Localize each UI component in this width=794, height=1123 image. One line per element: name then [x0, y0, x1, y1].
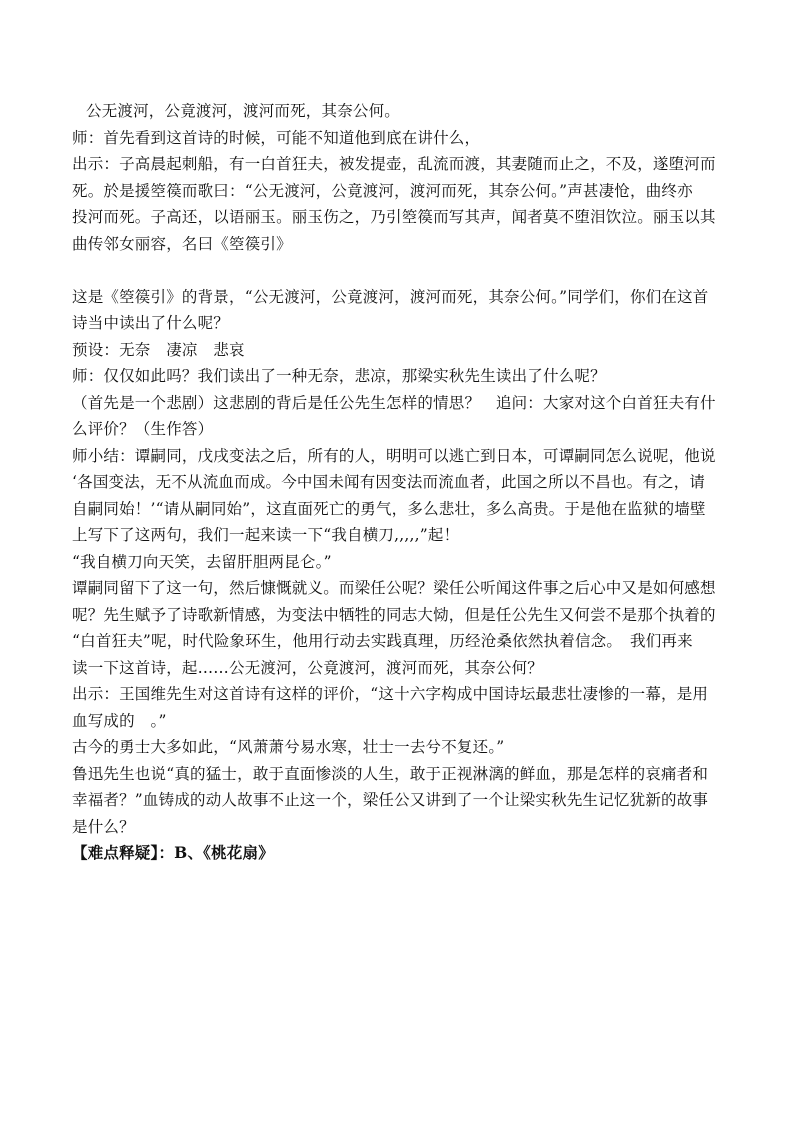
text-line: 古今的勇士大多如此，“风萧萧兮易水寒，壮士一去兮不复还。”	[72, 738, 505, 756]
text-line: ‘各国变法，无不从流血而成。今中国未闻有因变法而流血者，此国之所以不昌也。有之，请	[72, 473, 706, 491]
text-line: 谭嗣同留下了这一句，然后慷慨就义。而梁任公呢？梁任公听闻这件事之后心中又是如何感想	[72, 579, 716, 597]
section-heading: 【难点释疑】：B、《桃花扇》	[72, 843, 274, 862]
text-line: 是什么？	[72, 817, 135, 836]
poem-line: 公无渡河，公竟渡河，渡河而死，其奈公何。	[86, 102, 401, 120]
text-line: 师：仅仅如此吗？我们读出了一种无奈，悲凉，那梁实秋先生读出了什么呢？	[72, 367, 606, 385]
text-line: （首先是一个悲剧）这悲剧的背后是任公先生怎样的情思？ 追问：大家对这个白首狂夫有什	[72, 393, 716, 412]
document-body	[72, 98, 732, 867]
text-line: 出示：子高晨起刺船，有一白首狂夫，被发提壶，乱流而渡，其妻随而止之，不及，遂堕河而	[72, 155, 716, 173]
blank-line	[72, 257, 732, 284]
text-line: 幸福者？”血铸成的动人故事不止这一个，梁任公又讲到了一个让梁实秋先生记忆犹新的故事	[72, 791, 709, 809]
text-line: 这是《箜篌引》的背景，“公无渡河，公竟渡河，渡河而死，其奈公何。”同学们，你们在这首	[72, 287, 709, 306]
text-line: “白首狂夫”呢，时代险象环生，他用行动去实践真理，历经沧桑依然执着信念。 我们再来	[72, 632, 693, 650]
text-line: “我自横刀向天笑，去留肝胆两昆仑。”	[72, 552, 332, 571]
text-line: 师小结：谭嗣同，戊戌变法之后，所有的人，明明可以逃亡到日本，可谭嗣同怎么说呢，他说	[72, 446, 716, 465]
text-line: 鲁迅先生也说“真的猛士，敢于直面惨淡的人生，敢于正视淋漓的鲜血，那是怎样的哀痛者和	[72, 764, 709, 783]
text-line: 自嗣同始！’“请从嗣同始”，这直面死亡的勇气，多么悲壮，多么高贵。于是他在监狱的墙壁	[72, 499, 706, 518]
text-line: 出示：王国维先生对这首诗有这样的评价，“这十六字构成中国诗坛最悲壮凄惨的一幕，是用	[72, 685, 709, 703]
text-line: 诗当中读出了什么呢？	[72, 314, 230, 332]
text-line: 呢？先生赋予了诗歌新情感，为变法中牺牲的同志大恸，但是任公先生又何尝不是那个执着的	[72, 605, 716, 624]
text-line: 曲传邻女丽容，名曰《箜篌引》	[72, 234, 292, 253]
text-line: 死。於是援箜篌而歌曰：“公无渡河，公竟渡河，渡河而死，其奈公何。”声甚凄怆，曲终亦	[72, 181, 693, 200]
text-line: 血写成的 。”	[72, 711, 167, 730]
text-line: 投河而死。子高还，以语丽玉。丽玉伤之，乃引箜篌而写其声，闻者莫不堕泪饮泣。丽玉以其	[72, 208, 716, 226]
text-line: 读一下这首诗，起……公无渡河，公竟渡河，渡河而死，其奈公何？	[72, 658, 544, 677]
text-line: 师：首先看到这首诗的时候，可能不知道他到底在讲什么，	[72, 128, 481, 147]
text-line: 上写下了这两句，我们一起来读一下“我自横刀,,,,,”起！	[72, 526, 460, 544]
text-line: 么评价？（生作答）	[72, 420, 214, 438]
text-line: 预设：无奈 凄凉 悲哀	[72, 340, 245, 359]
